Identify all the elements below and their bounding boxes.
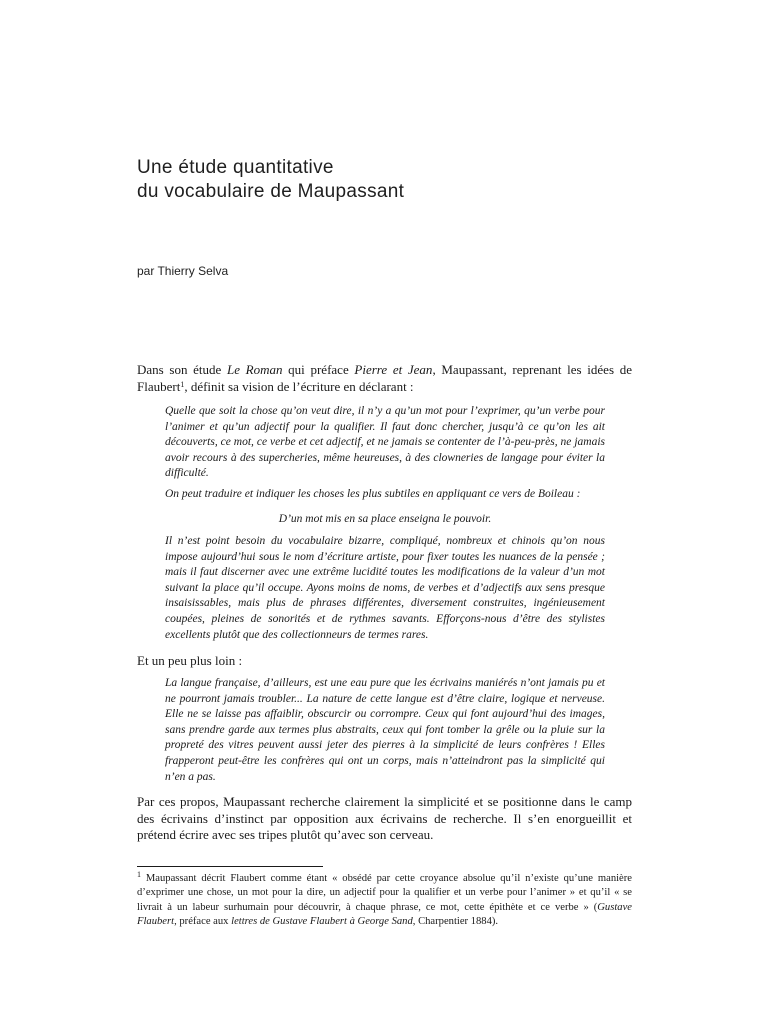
title-line-2: du vocabulaire de Maupassant — [137, 181, 405, 202]
work-title: Le Roman — [226, 362, 283, 377]
transition-paragraph: Et un peu plus loin : — [137, 653, 243, 668]
article-title — [137, 156, 404, 204]
work-title: Gustave Flaubert — [137, 901, 632, 928]
quoted-verse: D’un mot mis en sa place enseigna le pouvoir. — [278, 513, 492, 525]
intro-paragraph: Dans son étude Le Roman qui préface Pierre et Jean, Maupassant, reprenant les idées de Flaubert$^1$, définit sa vision de l’écriture en déclarant : — [137, 362, 632, 394]
title-line-1: Une étude quantitative — [137, 157, 334, 178]
footnote-separator — [137, 866, 323, 867]
footnote-reference: 1 — [180, 379, 185, 389]
footnote: $^1$ Maupassant décrit Flaubert comme étant « obsédé par cette croyance absolue qu’il n’existe qu’une manière d’exprimer une chose, un mot pour la dire, un adjectif pour la qualifier et un verbe pour l’animer » et qu’il « se livrait à un labeur surhumain pour découvrir, à chaque phrase, ce mot, cette épithète et ce verbe » (Gustave Flaubert, préface aux lettres de Gustave Flaubert à George Sand, Charpentier 1884). — [137, 870, 632, 928]
author-byline: par Thierry Selva — [137, 264, 229, 278]
block-quote-paragraph: La langue française, d’ailleurs, est une eau pure que les écrivains maniérés n’ont jamais pu et ne pourront jamais troubler... La nature de cette langue est d’être claire, logique et nerveuse. Elle ne se laisse pas affaiblir, obscurcir ou corrompre. Ceux qui font aujourd’hui des images, sans prendre garde aux termes plus abstraits, ceux qui font tomber la grêle ou la pluie sur la propreté des vitres peuvent aussi jeter des pierres à la simplicité de leurs confrères ! Elles frapperont peut-être les confrères qui ont un corps, mais n’atteindront pas la simplicité qui n’en a pas. — [165, 677, 605, 783]
conclusion-paragraph: Par ces propos, Maupassant recherche clairement la simplicité et se positionne dans le camp des écrivains d’instinct par opposition aux écrivains de recherche. Il s’en enorgueillit et prétend écrire avec ses tripes plutôt qu’avec son cerveau. — [137, 794, 632, 842]
footnote-number: 1 — [137, 870, 141, 879]
block-quote-paragraph: On peut traduire et indiquer les choses les plus subtiles en appliquant ce vers de Boileau : — [165, 488, 581, 500]
work-title: Pierre et Jean — [354, 362, 433, 377]
work-title: lettres de Gustave Flaubert à George Sand — [231, 916, 413, 928]
block-quote-paragraph: Quelle que soit la chose qu’on veut dire, il n’y a qu’un mot pour l’exprimer, qu’un verbe pour l’animer et qu’un adjectif pour la qualifier. Il faut donc chercher, jusqu’à ce qu’on les ait découverts, ce mot, ce verbe et cet adjectif, et ne jamais se contenter de l’à-peu-près, ne jamais avoir recours à des supercheries, même heureuses, à des clowneries de langage pour éviter la difficulté. — [165, 405, 605, 480]
block-quote-paragraph: Il n’est point besoin du vocabulaire bizarre, compliqué, nombreux et chinois qu’on nous impose aujourd’hui sous le nom d’écriture artiste, pour fixer toutes les nuances de la pensée ; mais il faut discerner avec une extrême lucidité toutes les modifications de la valeur d’un mot suivant la place qu’il occupe. Ayons moins de noms, de verbes et d’adjectifs aux sens presque insaisissables, mais plus de phrases différentes, diversement construites, ingénieusement coupées, pleines de sonorités et de rythmes savants. Efforçons-nous d’être des stylistes excellents plutôt que des collectionneurs de termes rares. — [165, 535, 605, 641]
